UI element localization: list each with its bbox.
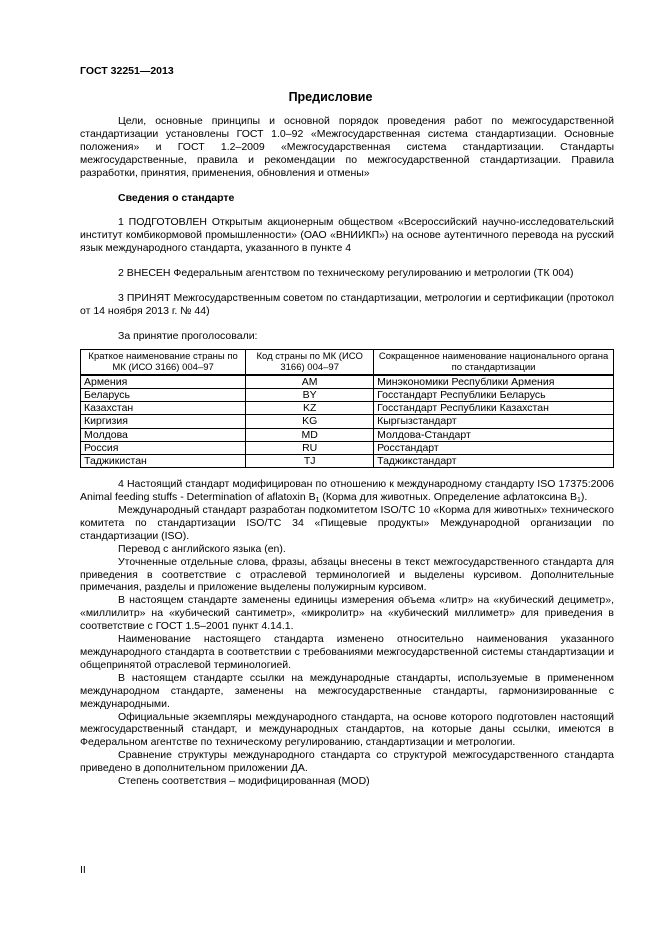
table-cell-country: Казахстан: [81, 402, 246, 415]
table-cell-code: KZ: [246, 402, 374, 415]
intro-paragraph: Цели, основные принципы и основной порядок проведения работ по межгосударственной стандартизации установлены ГОСТ 1.0–92 «Межгосударственная система стандартизации. Основные положения» и ГОСТ 1.2–2009 «Межгосударственная система стандартизации. Стандарты межгосударственные, правила и рекомендации по межгосударственной стандартизации. Правила разработки, принятия, применения, обновления и отмены»: [80, 115, 614, 179]
table-cell-body: Минэкономики Республики Армения: [374, 375, 614, 389]
table-cell-country: Таджикистан: [81, 455, 246, 468]
table-cell-body: Госстандарт Республики Казахстан: [374, 402, 614, 415]
table-header-country: Краткое наименование страны по МК (ИСО 3166) 004–97: [81, 349, 246, 375]
table-row: [81, 388, 614, 401]
document-code: ГОСТ 32251—2013: [80, 65, 174, 77]
table-cell-code: AM: [246, 375, 374, 389]
page-title: Предисловие: [288, 90, 373, 104]
table-cell-code: KG: [246, 415, 374, 428]
table-cell-country: Беларусь: [81, 388, 246, 401]
paragraph-developed-by: Международный стандарт разработан подкомитетом ISO/TC 10 «Корма для животных» технического комитета по стандартизации ISO/TC 34 «Пищевые продукты» Международной организации по стандартизации (ISO).: [80, 504, 614, 542]
table-cell-country: Россия: [81, 441, 246, 454]
item-4-text-c: ).: [580, 491, 588, 504]
paragraph-conformity: Степень соответствия – модифицированная (MOD): [118, 775, 370, 788]
table-cell-body: Госстандарт Республики Беларусь: [374, 388, 614, 401]
table-cell-body: Кыргызстандарт: [374, 415, 614, 428]
paragraph-official-copies: Официальные экземпляры международного стандарта, на основе которого подготовлен настоящий межгосударственный стандарт, и международных стандартов, на которые даны ссылки, имеются в Федеральном агентстве по техническому регулированию, стандартизации и метрологии.: [80, 710, 614, 749]
item-1-paragraph: 1 ПОДГОТОВЛЕН Открытым акционерным обществом «Всероссийский научно-исследовательский институт комбикормовой промышленности» (ОАО «ВНИИКП») на основе аутентичного перевода на русский язык международного стандарта, указанного в пункте 4: [80, 216, 614, 255]
paragraph-units: В настоящем стандарте заменены единицы измерения объема «литр» на «кубический дециметр», «миллилитр» на «кубический сантиметр», «микролитр» на «кубический миллиметр» для приведения в соответствие с ГОСТ 1.5–2001 пункт 4.14.1.: [80, 594, 614, 633]
table-cell-code: BY: [246, 388, 374, 401]
table-cell-country: Молдова: [81, 428, 246, 441]
table-row: [81, 455, 614, 468]
table-cell-body: Росстандарт: [374, 441, 614, 454]
paragraph-translation: Перевод с английского языка (en).: [118, 542, 286, 555]
document-body: [80, 115, 614, 788]
subscript-2: 1: [576, 497, 581, 505]
table-cell-body: Таджикстандарт: [374, 455, 614, 468]
paragraph-references: В настоящем стандарте ссылки на международные стандарты, используемые в примененном международном стандарте, заменены на межгосударственные стандарты, гармонизированные с международными.: [80, 671, 614, 710]
paragraph-name-changed: Наименование настоящего стандарта изменено относительно наименования указанного международного стандарта в соответствии с требованиями межгосударственной системы стандартизации и общепринятой отраслевой терминологией.: [80, 633, 614, 671]
item-3-paragraph: 3 ПРИНЯТ Межгосударственным советом по стандартизации, метрологии и сертификации (протокол от 14 ноября 2013 г. № 44): [80, 292, 614, 317]
voted-label: За принятие проголосовали:: [118, 329, 258, 342]
subscript-1: 1: [315, 497, 320, 505]
page-number: II: [80, 864, 86, 876]
table-row: [81, 402, 614, 415]
table-row: [81, 415, 614, 428]
table-header-row: [81, 349, 614, 375]
table-header-code: Код страны по МК (ИСО 3166) 004–97: [246, 349, 374, 375]
item-4-paragraph: [80, 478, 614, 504]
table-cell-code: MD: [246, 428, 374, 441]
paragraph-structure-comparison: Сравнение структуры международного стандарта со структурой межгосударственного стандарта приведено в дополнительном приложении ДА.: [80, 749, 614, 775]
table-header-body: Сокращенное наименование национального органа по стандартизации: [374, 349, 614, 375]
item-2-paragraph: 2 ВНЕСЕН Федеральным агентством по техническому регулированию и метрологии (ТК 004): [118, 267, 574, 280]
item-4-text-b: (Корма для животных. Определение афлатоксина B: [319, 491, 577, 504]
table-row: [81, 375, 614, 389]
table-cell-body: Молдова-Стандарт: [374, 428, 614, 441]
table-row: [81, 428, 614, 441]
paragraph-clarified-words: Уточненные отдельные слова, фразы, абзацы внесены в текст межгосударственного стандарта для приведения в соответствие с отраслевой терминологией и выделены курсивом. Дополнительные примечания, разделы и приложение выделены полужирным курсивом.: [80, 555, 614, 594]
table-row: [81, 441, 614, 454]
item-4-text-a: 4 Настоящий стандарт модифицирован по отношению к международному стандарту ISO 17375:2006 Animal feeding stuffs - Determination of aflatoxin B: [80, 478, 614, 504]
section-heading: Сведения о стандарте: [118, 191, 235, 204]
table-cell-country: Киргизия: [81, 415, 246, 428]
table-cell-country: Армения: [81, 375, 246, 389]
table-cell-code: RU: [246, 441, 374, 454]
table-cell-code: TJ: [246, 455, 374, 468]
member-states-table: [80, 349, 614, 468]
